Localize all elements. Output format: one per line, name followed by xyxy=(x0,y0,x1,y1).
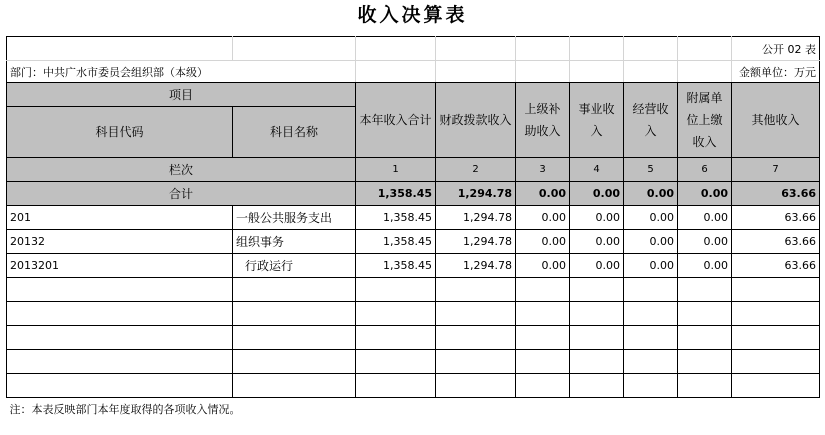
subject-name-header: 科目名称 xyxy=(233,107,356,158)
total-cell: 0.00 xyxy=(678,182,732,206)
subject-code-cell: 201 xyxy=(7,206,233,230)
column-number: 7 xyxy=(732,158,820,182)
total-cell: 0.00 xyxy=(624,182,678,206)
total-cell: 1,294.78 xyxy=(436,182,516,206)
subject-name-cell: 行政运行 xyxy=(233,254,356,278)
column-number: 6 xyxy=(678,158,732,182)
value-cell: 1,294.78 xyxy=(436,206,516,230)
subject-code-cell: 2013201 xyxy=(7,254,233,278)
total-row xyxy=(7,182,820,206)
value-cell: 1,294.78 xyxy=(436,254,516,278)
table-row xyxy=(7,254,820,278)
empty-row xyxy=(7,374,820,398)
subject-code-header: 科目代码 xyxy=(7,107,233,158)
column-number: 1 xyxy=(356,158,436,182)
other-income-header: 其他收入 xyxy=(732,83,820,158)
table-row xyxy=(7,206,820,230)
value-cell: 0.00 xyxy=(516,230,570,254)
value-cell: 0.00 xyxy=(678,230,732,254)
total-cell: 0.00 xyxy=(516,182,570,206)
subject-name-cell: 组织事务 xyxy=(233,230,356,254)
superior-subsidy-header: 上级补助收入 xyxy=(516,83,570,158)
income-statement-table xyxy=(6,36,820,420)
value-cell: 0.00 xyxy=(624,230,678,254)
value-cell: 0.00 xyxy=(570,206,624,230)
affiliated-income-header: 附属单位上缴收入 xyxy=(678,83,732,158)
empty-row xyxy=(7,350,820,374)
column-number: 5 xyxy=(624,158,678,182)
total-cell: 0.00 xyxy=(570,182,624,206)
item-header: 项目 xyxy=(7,83,356,107)
form-number: 公开 02 表 xyxy=(732,37,820,61)
subject-name-cell: 一般公共服务支出 xyxy=(233,206,356,230)
value-cell: 63.66 xyxy=(732,254,820,278)
value-cell: 0.00 xyxy=(570,230,624,254)
value-cell: 63.66 xyxy=(732,206,820,230)
table-row xyxy=(7,230,820,254)
total-income-header: 本年收入合计 xyxy=(356,83,436,158)
value-cell: 0.00 xyxy=(516,254,570,278)
value-cell: 0.00 xyxy=(624,254,678,278)
value-cell: 1,358.45 xyxy=(356,230,436,254)
total-label: 合计 xyxy=(7,182,356,206)
report-title: 收入决算表 xyxy=(357,4,468,26)
value-cell: 63.66 xyxy=(732,230,820,254)
empty-row xyxy=(7,302,820,326)
value-cell: 1,294.78 xyxy=(436,230,516,254)
empty-row xyxy=(7,278,820,302)
subject-code-cell: 20132 xyxy=(7,230,233,254)
column-number: 3 xyxy=(516,158,570,182)
amount-unit-label: 金额单位：万元 xyxy=(732,61,820,83)
fiscal-allocation-header: 财政拨款收入 xyxy=(436,83,516,158)
column-index-label: 栏次 xyxy=(7,158,356,182)
column-number: 4 xyxy=(570,158,624,182)
table-note: 注：本表反映部门本年度取得的各项收入情况。 xyxy=(7,398,820,420)
department-label: 部门：中共广水市委员会组织部（本级） xyxy=(7,61,356,83)
operating-income-header: 经营收入 xyxy=(624,83,678,158)
business-income-header: 事业收入 xyxy=(570,83,624,158)
value-cell: 0.00 xyxy=(678,206,732,230)
value-cell: 0.00 xyxy=(624,206,678,230)
total-cell: 1,358.45 xyxy=(356,182,436,206)
total-cell: 63.66 xyxy=(732,182,820,206)
column-number: 2 xyxy=(436,158,516,182)
value-cell: 0.00 xyxy=(570,254,624,278)
value-cell: 0.00 xyxy=(516,206,570,230)
empty-row xyxy=(7,326,820,350)
value-cell: 0.00 xyxy=(678,254,732,278)
value-cell: 1,358.45 xyxy=(356,206,436,230)
value-cell: 1,358.45 xyxy=(356,254,436,278)
